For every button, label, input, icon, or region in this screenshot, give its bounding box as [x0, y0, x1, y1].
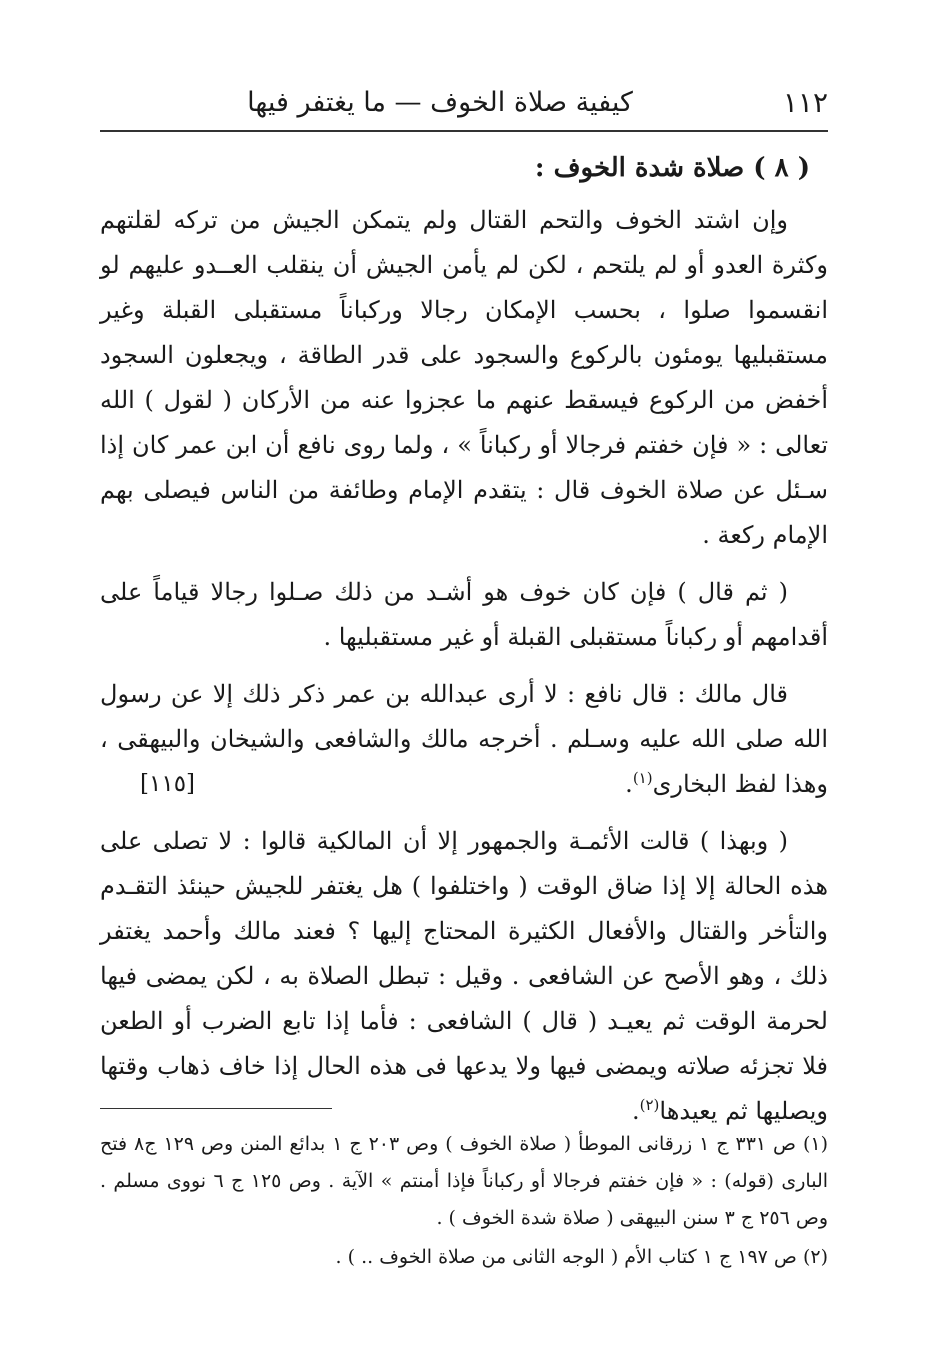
footnote-2: (٢) ص ١٩٧ ج ١ كتاب الأم ( الوجه الثانى من صلاة الخوف .. ) . [335, 1246, 828, 1268]
paragraph-2: ( ثم قال ) فإن كان خوف هو أشـد من ذلك صـلوا رجالا قياماً على أقدامهم أو ركباناً مستقبلى القبلة أو غير مستقبليها . [100, 578, 828, 651]
page-body [100, 148, 828, 1146]
footnote-1: (١) ص ٣٣١ ج ١ زرقانى الموطأ ( صلاة الخوف ) وص ٢٠٣ ج ١ بدائع المنن وص ١٢٩ ج٨ فتح البارى (قوله) : « فإن خفتم فرجالا أو ركباناً فإذا أمنتم » الآية . وص ١٢٥ ج ٦ نووى مسلم . وص ٢٥٦ ج ٣ سنن البيهقى ( صلاة شدة الخوف ) . [100, 1133, 829, 1229]
page-number: ١١٢ [782, 85, 828, 119]
running-title: كيفية صلاة الخوف — ما يغتفر فيها [247, 86, 633, 118]
header-divider [100, 130, 828, 132]
footnote-ref-2: (٢) [639, 1096, 660, 1114]
paragraph-1: وإن اشتد الخوف والتحم القتال ولم يتمكن الجيش من تركه لقلتهم وكثرة العدو أو لم يلتحم ، لكن لم يأمن الجيش أن ينقلب العــدو عليهم لو انقسموا صلوا ، بحسب الإمكان رجالا وركباناً مستقبلى القبلة وغير مستقبليها يومئون بالركوع والسجود على قدر الطاقة ، ويجعلون السجود أخفض من الركوع فيسقط عنهم ما عجزوا عنه من الأركان ( لقول ) الله تعالى : « فإن خفتم فرجالا أو ركباناً » ، ولما روى نافع أن ابن عمر كان إذا سـئل عن صلاة الخوف قال : يتقدم الإمام وطائفة من الناس فيصلى بهم الإمام ركعة . [100, 206, 828, 549]
paragraph-4: ( وبهذا ) قالت الأئمـة والجمهور إلا أن المالكية قالوا : لا تصلى على هذه الحالة إلا إذا ضاق الوقت ( واختلفوا ) هل يغتفر للجيش حينئذ التقـدم والتأخر والقتال والأفعال الكثيرة المحتاج إليها ؟ فعند مالك وأحمد يغتفر ذلك ، وهو الأصح عن الشافعى . وقيل : تبطل الصلاة به ، لكن يمضى فيها لحرمة الوقت ثم يعيـد ( قال ) الشافعى : فأما إذا تابع الضرب أو الطعن فلا تجزئه صلاته ويمضى فيها ولا يدعها فى هذه الحال إذا خاف ذهاب وقتها ويصليها ثم يعيدها$^{(٢)}$. [100, 827, 829, 1125]
section-heading: ( ٨ ) صلاة شدة الخوف : [534, 153, 810, 183]
footnotes [100, 1126, 828, 1278]
paragraph-3: قال مالك : قال نافع : لا أرى عبدالله بن عمر ذكر ذلك إلا عن رسول الله صلى الله عليه وسـلم . أخرجه مالك والشافعى والشيخان والبيهقى ، وهذا لفظ البخارى$^{(١)}$. [١١٥] [100, 672, 828, 807]
footnote-ref-1: (١) [632, 769, 653, 787]
paragraph-4-text: ( وبهذا ) قالت الأئمـة والجمهور إلا أن المالكية قالوا : لا تصلى على هذه الحالة إلا إذا ضاق الوقت ( واختلفوا ) هل يغتفر للجيش حينئذ التقـدم والتأخر والقتال والأفعال الكثيرة المحتاج إليها ؟ فعند مالك وأحمد يغتفر ذلك ، وهو الأصح عن الشافعى . وقيل : تبطل الصلاة به ، لكن يمضى فيها لحرمة الوقت ثم يعيـد ( قال ) الشافعى : فأما إذا تابع الضرب أو الطعن فلا تجزئه صلاته ويمضى فيها ولا يدعها فى هذه الحال إذا خاف ذهاب وقتها ويصليها ثم يعيدها [100, 827, 829, 1125]
reference-marker: [١١٥] [140, 771, 196, 797]
page-header [100, 80, 828, 124]
footnote-divider [100, 1108, 332, 1109]
paragraph-3-text: قال مالك : قال نافع : لا أرى عبدالله بن عمر ذكر ذلك إلا عن رسول الله صلى الله عليه وسـلم . أخرجه مالك والشافعى والشيخان والبيهقى ، وهذا لفظ البخارى [100, 680, 828, 798]
